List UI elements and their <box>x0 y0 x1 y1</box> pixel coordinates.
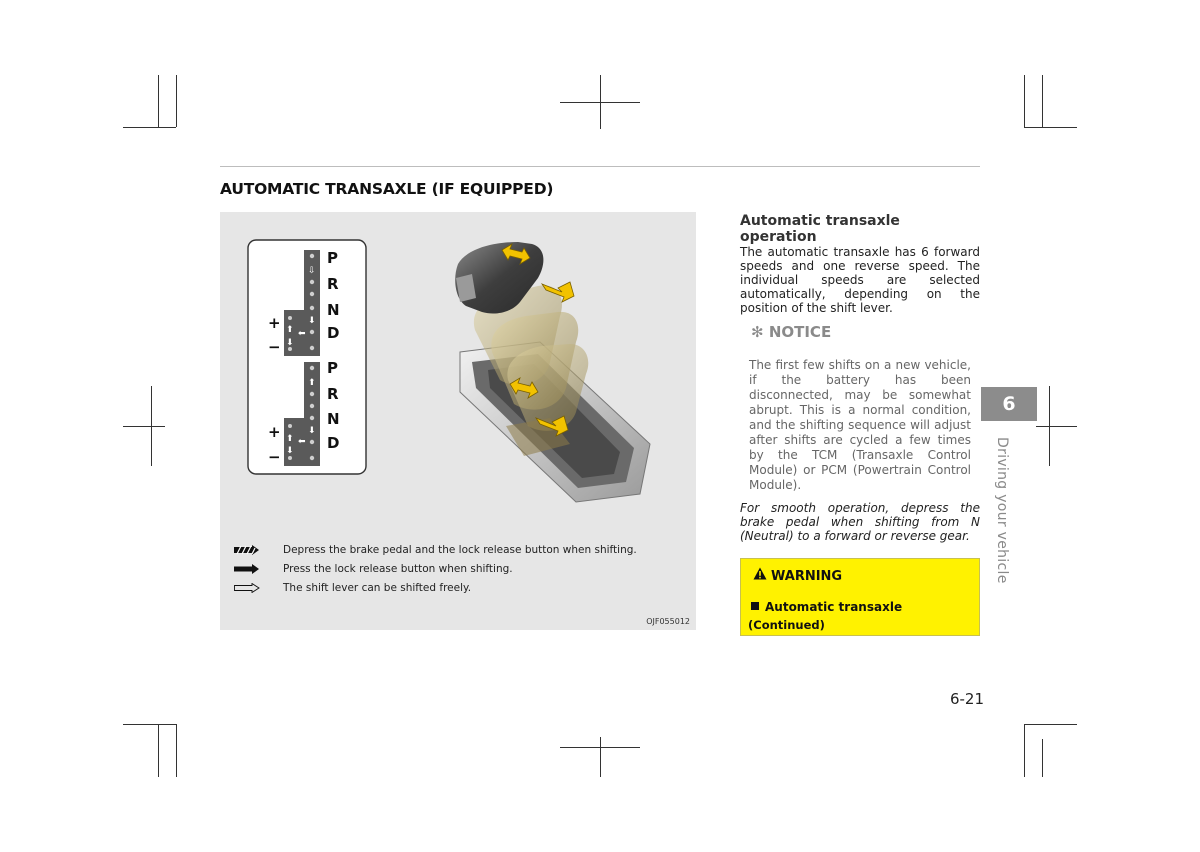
svg-text:⬆: ⬆ <box>286 434 294 444</box>
manual-minus: − <box>268 338 281 356</box>
crop-mark <box>158 75 159 127</box>
crop-mark <box>1042 75 1043 127</box>
crop-mark <box>151 386 152 466</box>
gate-letter: D <box>327 434 340 452</box>
legend-text: Depress the brake pedal and the lock release button when shifting. <box>283 544 637 556</box>
gate-diagram <box>248 240 366 474</box>
gate-letter: D <box>327 324 340 342</box>
crop-mark <box>600 737 601 777</box>
warning-heading <box>753 567 842 584</box>
gate-letter: N <box>327 410 340 428</box>
legend-text: The shift lever can be shifted freely. <box>283 582 472 594</box>
gate-letter: R <box>327 275 339 293</box>
svg-text:⬅: ⬅ <box>298 437 306 447</box>
manual-plus: + <box>268 314 281 332</box>
svg-text:⬇: ⬇ <box>308 426 316 436</box>
crop-mark <box>1024 127 1077 128</box>
gate-letter: R <box>327 385 339 403</box>
solid-arrow-icon <box>234 564 260 574</box>
warning-title: WARNING <box>771 569 843 584</box>
notice-body: The first few shifts on a new vehicle, if the battery has been disconnected, may be somewhat abrupt. This is a normal condition, and the shifting sequence will adjust after shifts are cycled a few times by the TCM (Transaxle Control Module) or PCM (Powertrain Control Module). <box>749 358 971 492</box>
hatched-arrow-icon <box>234 545 260 555</box>
top-rule <box>220 166 980 167</box>
manual-minus: − <box>268 448 281 466</box>
smooth-operation-note: For smooth operation, depress the brake pedal when shifting from N (Neutral) to a forward or reverse gear. <box>740 501 980 543</box>
figure-code: OJF055012 <box>646 617 690 626</box>
crop-mark <box>176 724 177 777</box>
gate-letter: N <box>327 301 340 319</box>
chapter-tab: 6 <box>981 387 1037 421</box>
legend-text: Press the lock release button when shifting. <box>283 563 513 575</box>
crop-mark <box>1024 75 1025 127</box>
svg-text:⬇: ⬇ <box>286 338 294 348</box>
shift-lever-illustration <box>455 242 650 502</box>
gate-letter: P <box>327 249 338 267</box>
crop-mark <box>1024 724 1077 725</box>
svg-text:⬅: ⬅ <box>298 329 306 339</box>
svg-text:⬆: ⬆ <box>308 378 316 388</box>
crop-mark <box>123 127 176 128</box>
crop-mark <box>600 75 601 129</box>
warning-continued: (Continued) <box>748 618 825 632</box>
page-number: 6-21 <box>949 690 984 708</box>
crop-mark <box>123 426 165 427</box>
outline-arrow-icon <box>234 583 260 593</box>
svg-text:⬇: ⬇ <box>286 446 294 456</box>
warning-subtitle-row <box>751 600 902 614</box>
svg-text:⬇: ⬇ <box>308 316 316 326</box>
crop-mark <box>1042 739 1043 777</box>
operation-section <box>740 213 980 315</box>
warning-box <box>740 558 980 636</box>
crop-mark <box>158 724 159 777</box>
notice-title: NOTICE <box>768 323 832 341</box>
shift-figure <box>220 212 696 630</box>
crop-mark <box>176 75 177 127</box>
crop-mark <box>1049 386 1050 466</box>
notice-heading <box>751 323 831 341</box>
chapter-title: Driving your vehicle <box>994 437 1010 584</box>
section-title: AUTOMATIC TRANSAXLE (IF EQUIPPED) <box>220 180 554 198</box>
gate-letter: P <box>327 359 338 377</box>
operation-body: The automatic transaxle has 6 forward speeds and one reverse speed. The individual speeds are selected automatically, depending on the position of the shift lever. <box>740 245 980 315</box>
warning-subtitle: Automatic transaxle <box>765 600 903 614</box>
manual-plus: + <box>268 423 281 441</box>
svg-text:⬆: ⬆ <box>286 325 294 335</box>
notice-icon: ✻ <box>751 323 764 341</box>
crop-mark <box>123 724 176 725</box>
crop-mark <box>1024 724 1025 777</box>
bullet-square-icon <box>751 602 759 610</box>
svg-text:⇩: ⇩ <box>308 266 316 276</box>
warning-icon <box>753 567 767 580</box>
crop-mark <box>1036 426 1077 427</box>
operation-title: Automatic transaxle operation <box>740 213 900 245</box>
